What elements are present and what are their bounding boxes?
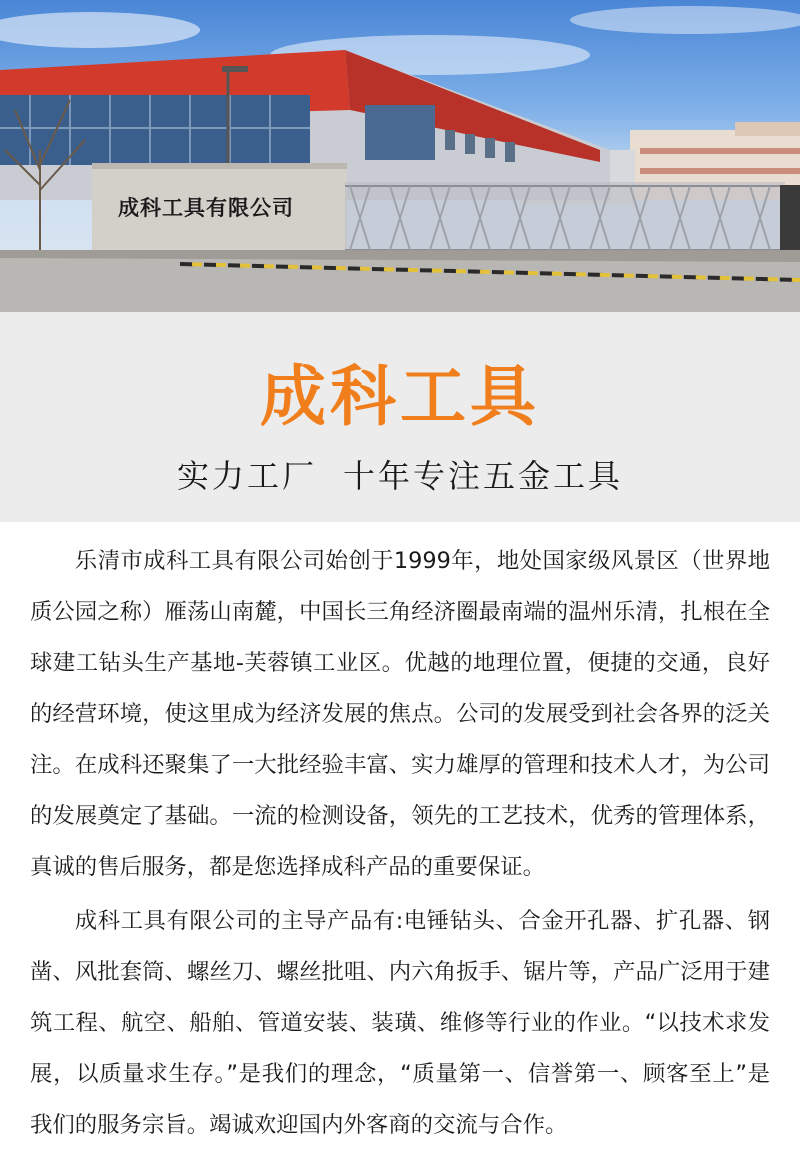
slogan-part2: 十年专注五金工具 bbox=[343, 457, 624, 495]
brand-title: 成科工具 bbox=[260, 358, 540, 435]
intro-paragraph-1: 乐清市成科工具有限公司始创于1999年，地处国家级风景区（世界地质公园之称）雁荡山南麓，中国长三角经济圈最南端的温州乐清，扎根在全球建工钻头生产基地-芙蓉镇工业区。优越的地理位置，便捷的交通，良好的经营环境，使这里成为经济发展的焦点。公司的发展受到社会各界的泛关注。在成科还聚集了一大批经验丰富、实力雄厚的管理和技术人才，为公司的发展奠定了基础。一流的检测设备，领先的工艺技术，优秀的管理体系，真诚的售后服务，都是您选择成科产品的重要保证。 bbox=[30, 548, 770, 880]
factory-photo bbox=[0, 0, 800, 312]
intro-paragraph-2: 成科工具有限公司的主导产品有:电锤钻头、合金开孔器、扩孔器、钢凿、风批套筒、螺丝刀、螺丝批咀、内六角扳手、锯片等，产品广泛用于建筑工程、航空、船舶、管道安装、装璜、维修等行业的作业。“以技术求发展，以质量求生存。”是我们的理念，“质量第一、信誉第一、顾客至上”是我们的服务宗旨。竭诚欢迎国内外客商的交流与合作。 bbox=[30, 908, 770, 1138]
slogan bbox=[0, 456, 800, 496]
factory-illustration bbox=[0, 0, 800, 312]
company-intro bbox=[0, 522, 800, 1151]
title-banner bbox=[0, 312, 800, 522]
slogan-part1: 实力工厂 bbox=[176, 457, 317, 495]
company-sign: 成科工具有限公司 bbox=[118, 196, 294, 220]
